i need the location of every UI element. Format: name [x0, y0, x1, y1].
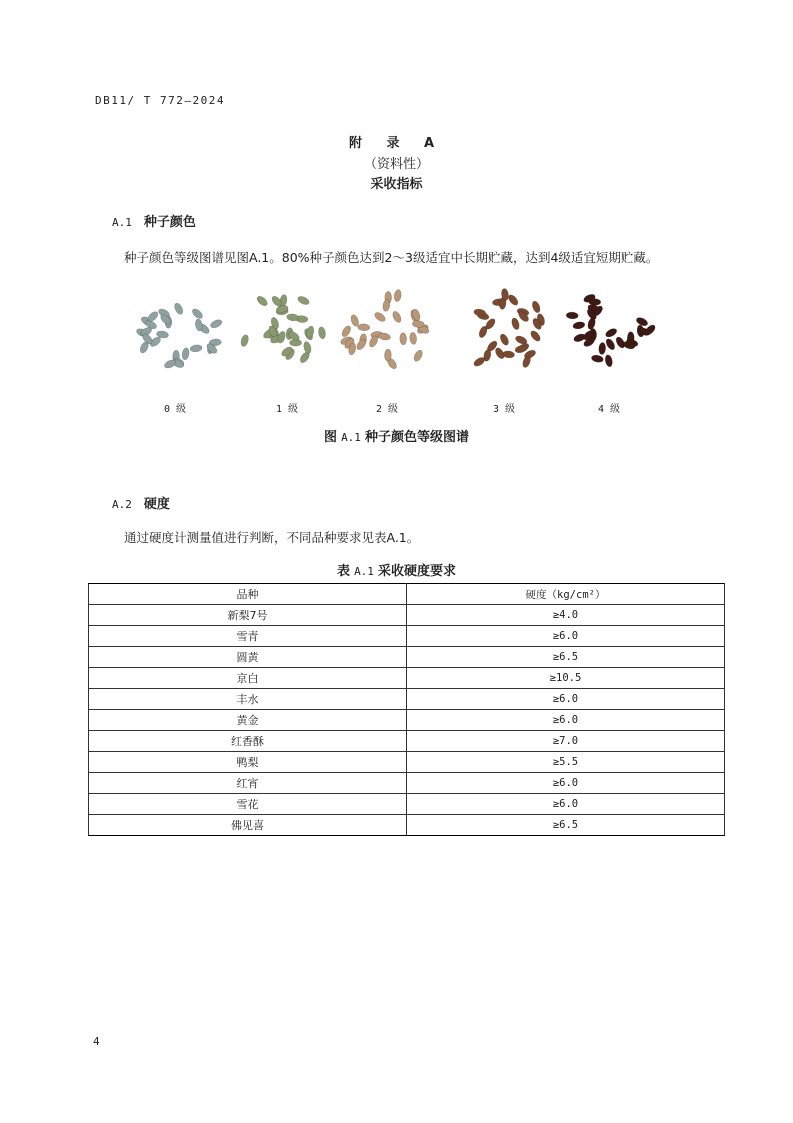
grade-label-1: 1 级	[275, 404, 299, 415]
seed	[499, 333, 511, 347]
seed	[297, 295, 311, 306]
section-a2-number: A.2	[112, 498, 132, 511]
grade-label-0: 0 级	[163, 404, 187, 415]
table-row	[89, 815, 725, 836]
seed	[181, 347, 190, 360]
seed	[531, 300, 542, 314]
seed	[393, 289, 401, 302]
header-variety: 品种	[89, 584, 407, 605]
hardness-cell: ≥7.0	[407, 731, 725, 752]
standard-code: DB11/ T 772—2024	[95, 94, 225, 107]
hardness-cell: ≥6.5	[407, 815, 725, 836]
variety-cell: 新梨7号	[89, 605, 407, 626]
table-row	[89, 773, 725, 794]
seed	[473, 308, 486, 317]
table-row	[89, 710, 725, 731]
grade-label-3: 3 级	[492, 404, 516, 415]
section-a2-title: 硬度	[143, 497, 170, 512]
section-a2-paragraph: 通过硬度计测量值进行判断，不同品种要求见表A.1。	[124, 530, 420, 545]
hardness-cell: ≥5.5	[407, 752, 725, 773]
seed	[190, 344, 203, 352]
seed	[604, 354, 613, 367]
seed	[340, 324, 352, 338]
seed	[409, 332, 417, 345]
seed	[604, 327, 618, 339]
hardness-table	[88, 583, 725, 836]
hardness-cell: ≥6.0	[407, 710, 725, 731]
hardness-cell: ≥10.5	[407, 668, 725, 689]
seed	[358, 323, 370, 331]
seed	[318, 326, 327, 339]
seed-cluster-grade-1	[240, 294, 327, 364]
seed	[303, 341, 313, 354]
seed	[382, 299, 391, 312]
table-row	[89, 794, 725, 815]
variety-cell: 雪青	[89, 626, 407, 647]
seed	[572, 321, 585, 330]
table-caption-text: 采收硬度要求	[377, 564, 456, 579]
seed	[529, 329, 542, 343]
variety-cell: 圆黄	[89, 647, 407, 668]
hardness-cell: ≥6.0	[407, 773, 725, 794]
variety-cell: 红宵	[89, 773, 407, 794]
header-hardness: 硬度（kg/cm²）	[407, 584, 725, 605]
seed	[589, 298, 601, 305]
figure-caption-prefix: 图	[324, 430, 338, 445]
figure-caption	[0, 426, 793, 445]
table-row	[89, 668, 725, 689]
figure-caption-number: A.1	[341, 431, 361, 444]
seed	[240, 334, 250, 347]
grade-label-4: 4 级	[597, 404, 621, 415]
variety-cell: 红香酥	[89, 731, 407, 752]
seed	[566, 312, 578, 319]
seed	[286, 313, 299, 321]
figure-caption-text: 种子颜色等级图谱	[364, 430, 469, 445]
hardness-cell: ≥6.0	[407, 689, 725, 710]
seed	[591, 354, 604, 363]
variety-cell: 佛见喜	[89, 815, 407, 836]
grade-label-2: 2 级	[375, 404, 399, 415]
hardness-cell: ≥6.0	[407, 794, 725, 815]
hardness-cell: ≥6.0	[407, 626, 725, 647]
seed	[191, 307, 204, 320]
seed-cluster-grade-3	[472, 288, 545, 368]
section-a2-heading	[112, 493, 170, 512]
table-row	[89, 689, 725, 710]
seed	[510, 317, 520, 330]
table-row	[89, 731, 725, 752]
hardness-cell: ≥6.5	[407, 647, 725, 668]
seed	[412, 349, 424, 363]
table-header-row	[89, 584, 725, 605]
annex-title: 附 录 A	[348, 136, 445, 151]
seed	[373, 311, 387, 324]
seed	[604, 337, 616, 351]
seed-cluster-grade-2	[340, 289, 431, 370]
table-row	[89, 605, 725, 626]
section-a1-heading	[112, 211, 196, 230]
annex-name: 采收指标	[370, 177, 423, 192]
hardness-cell: ≥4.0	[407, 605, 725, 626]
section-a1-paragraph: 种子颜色等级图谱见图A.1。80%种子颜色达到2～3级适宜中长期贮藏，达到4级适宜短期贮藏。	[124, 250, 659, 265]
seed	[391, 310, 403, 324]
annex-nature: （资料性）	[363, 157, 429, 172]
seed	[255, 294, 269, 307]
seed	[412, 320, 425, 328]
seed	[384, 349, 391, 361]
table-caption	[0, 560, 793, 579]
variety-cell: 丰水	[89, 689, 407, 710]
variety-cell: 黄金	[89, 710, 407, 731]
table-caption-prefix: 表	[337, 564, 351, 579]
seed	[598, 342, 606, 354]
table-row	[89, 647, 725, 668]
table-row	[89, 752, 725, 773]
seed-cluster-grade-4	[566, 293, 657, 368]
section-a1-number: A.1	[112, 216, 132, 229]
seed-color-figure	[118, 287, 688, 375]
seed-cluster-grade-0	[135, 302, 223, 370]
seed	[399, 333, 406, 345]
variety-cell: 雪花	[89, 794, 407, 815]
seed	[173, 302, 185, 316]
section-a1-title: 种子颜色	[143, 215, 196, 230]
variety-cell: 鸭梨	[89, 752, 407, 773]
page-number: 4	[93, 1035, 100, 1048]
table-row	[89, 626, 725, 647]
table-caption-number: A.1	[354, 565, 374, 578]
seed	[209, 318, 223, 329]
variety-cell: 京白	[89, 668, 407, 689]
